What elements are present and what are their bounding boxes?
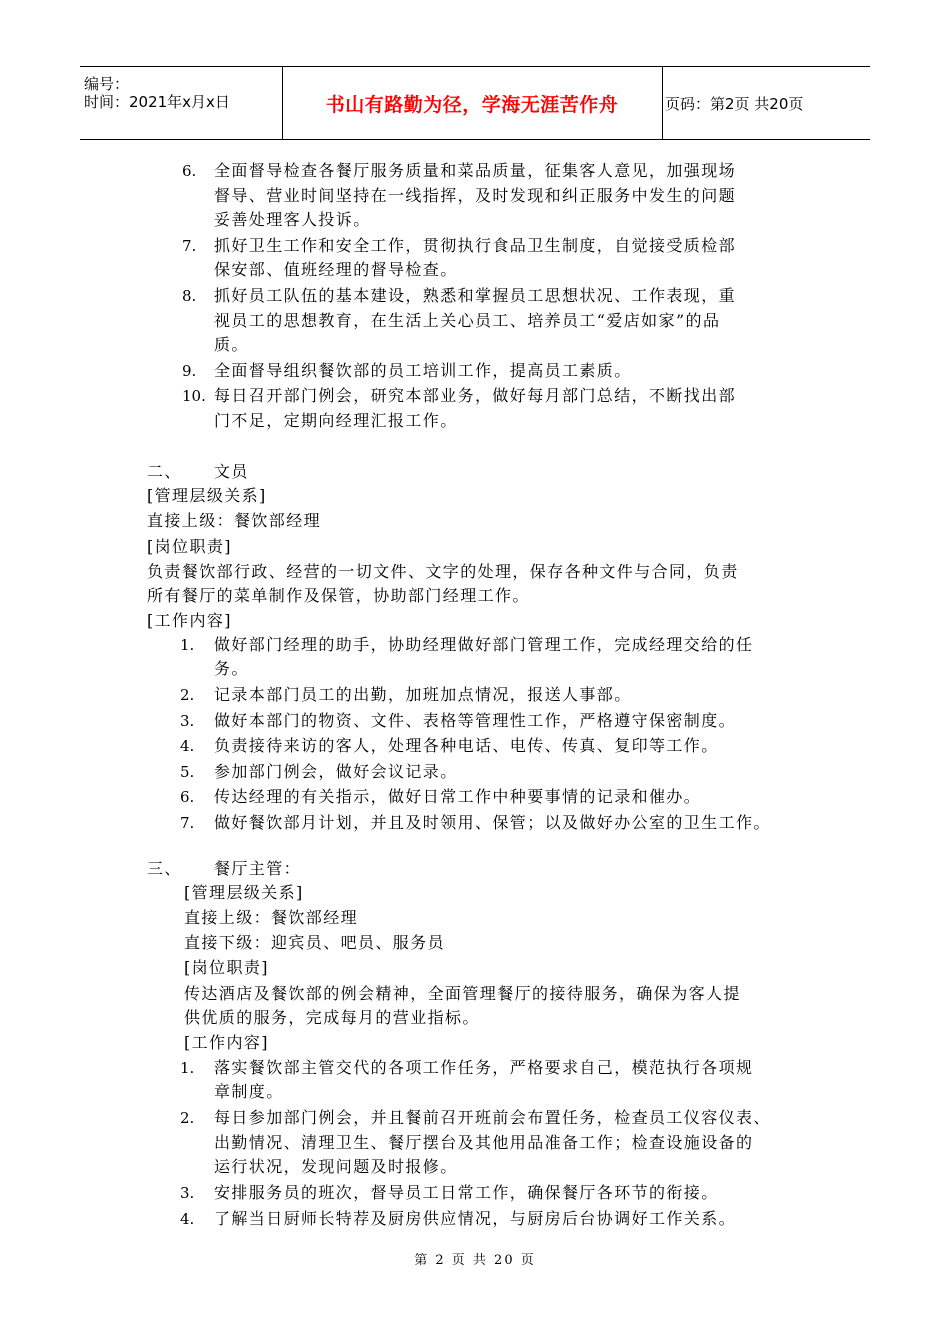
item-number: 7. bbox=[180, 814, 195, 832]
item-text-line: 了解当日厨师长特荐及厨房供应情况，与厨房后台协调好工作关系。 bbox=[214, 1208, 737, 1228]
section-subheading: [岗位职责] bbox=[184, 958, 269, 977]
item-number: 3. bbox=[180, 1184, 195, 1202]
duty-line: 供优质的服务，完成每月的营业指标。 bbox=[184, 1008, 480, 1027]
item-text-line: 落实餐饮部主管交代的各项工作任务，严格要求自己，模范执行各项规 bbox=[214, 1058, 754, 1077]
item-text-line: 务。 bbox=[214, 659, 249, 679]
item-text-line: 门不足，定期向经理汇报工作。 bbox=[214, 411, 458, 430]
duty-line: 负责餐饮部行政、经营的一切文件、文字的处理，保存各种文件与合同，负责 bbox=[147, 562, 739, 581]
item-number: 9. bbox=[182, 361, 197, 380]
item-number: 6. bbox=[182, 162, 197, 180]
subordinate-line: 直接下级：迎宾员、吧员、服务员 bbox=[184, 933, 446, 952]
duty-line: 传达酒店及餐饮部的例会精神，全面管理餐厅的接待服务，确保为客人提 bbox=[184, 984, 741, 1003]
section-title: 餐厅主管： bbox=[214, 859, 302, 878]
section-subheading: [工作内容] bbox=[147, 611, 232, 630]
item-text-line: 抓好卫生工作和安全工作，贯彻执行食品卫生制度，自觉接受质检部 bbox=[214, 235, 737, 255]
item-text-line: 妥善处理客人投诉。 bbox=[214, 210, 371, 230]
item-number: 4. bbox=[180, 1209, 195, 1228]
item-number: 1. bbox=[180, 636, 195, 654]
section-subheading: [管理层级关系] bbox=[184, 883, 304, 902]
section-subheading: [工作内容] bbox=[184, 1033, 269, 1052]
item-text-line: 负责接待来访的客人，处理各种电话、电传、传真、复印等工作。 bbox=[214, 736, 719, 756]
header-page-info: 页码：第2页 共20页 bbox=[665, 94, 804, 113]
item-text-line: 全面督导组织餐饮部的员工培训工作，提高员工素质。 bbox=[214, 360, 632, 380]
item-number: 3. bbox=[180, 711, 195, 730]
item-number: 10. bbox=[182, 387, 206, 406]
section-subheading: [管理层级关系] bbox=[147, 486, 267, 505]
superior-line: 直接上级：餐饮部经理 bbox=[147, 511, 322, 530]
item-number: 4. bbox=[180, 737, 195, 756]
duty-line: 所有餐厅的菜单制作及保管，协助部门经理工作。 bbox=[147, 586, 530, 605]
section-index: 三、 bbox=[147, 859, 182, 878]
item-text-line: 参加部门例会，做好会议记录。 bbox=[214, 761, 458, 781]
item-text-line: 出勤情况、清理卫生、餐厅摆台及其他用品准备工作；检查设施设备的 bbox=[214, 1132, 754, 1152]
item-number: 2. bbox=[180, 1109, 195, 1128]
item-text-line: 安排服务员的班次，督导员工日常工作，确保餐厅各环节的衔接。 bbox=[214, 1183, 719, 1202]
item-number: 2. bbox=[180, 686, 195, 704]
item-text-line: 每日召开部门例会，研究本部业务，做好每月部门总结，不断找出部 bbox=[214, 386, 737, 406]
header-motto: 书山有路勤为径，学海无涯苦作舟 bbox=[325, 93, 619, 116]
superior-line: 直接上级：餐饮部经理 bbox=[184, 908, 359, 927]
item-number: 8. bbox=[182, 287, 197, 305]
section-subheading: [岗位职责] bbox=[147, 537, 232, 556]
item-text-line: 全面督导检查各餐厅服务质量和菜品质量，征集客人意见，加强现场 bbox=[214, 161, 737, 180]
item-text-line: 运行状况，发现问题及时报修。 bbox=[214, 1157, 458, 1177]
item-text-line: 做好部门经理的助手，协助经理做好部门管理工作，完成经理交给的任 bbox=[214, 635, 754, 654]
item-text-line: 传达经理的有关指示，做好日常工作中种要事情的记录和催办。 bbox=[214, 787, 702, 807]
item-number: 1. bbox=[180, 1059, 195, 1077]
time-label: 时间：2021年x月x日 bbox=[84, 93, 230, 111]
item-text-line: 抓好员工队伍的基本建设，熟悉和掌握员工思想状况、工作表现，重 bbox=[214, 286, 737, 305]
item-text-line: 保安部、值班经理的督导检查。 bbox=[214, 260, 458, 280]
item-text-line: 做好本部门的物资、文件、表格等管理性工作，严格遵守保密制度。 bbox=[214, 710, 737, 730]
item-text-line: 章制度。 bbox=[214, 1082, 284, 1102]
item-number: 7. bbox=[182, 236, 197, 255]
section-title: 文员 bbox=[214, 462, 249, 481]
item-number: 6. bbox=[180, 788, 195, 807]
item-text-line: 做好餐饮部月计划，并且及时领用、保管；以及做好办公室的卫生工作。 bbox=[214, 813, 771, 832]
item-number: 5. bbox=[180, 762, 195, 781]
item-text-line: 记录本部门员工的出勤，加班加点情况，报送人事部。 bbox=[214, 685, 632, 704]
item-text-line: 质。 bbox=[214, 335, 249, 355]
item-text-line: 每日参加部门例会，并且餐前召开班前会布置任务，检查员工仪容仪表、 bbox=[214, 1108, 771, 1128]
item-text-line: 督导、营业时间坚持在一线指挥，及时发现和纠正服务中发生的问题 bbox=[214, 185, 737, 205]
section-index: 二、 bbox=[147, 462, 182, 481]
page-footer: 第 2 页 共 20 页 bbox=[414, 1253, 536, 1268]
code-label: 编号： bbox=[84, 75, 130, 93]
item-text-line: 视员工的思想教育，在生活上关心员工、培养员工“爱店如家”的品 bbox=[214, 310, 721, 330]
